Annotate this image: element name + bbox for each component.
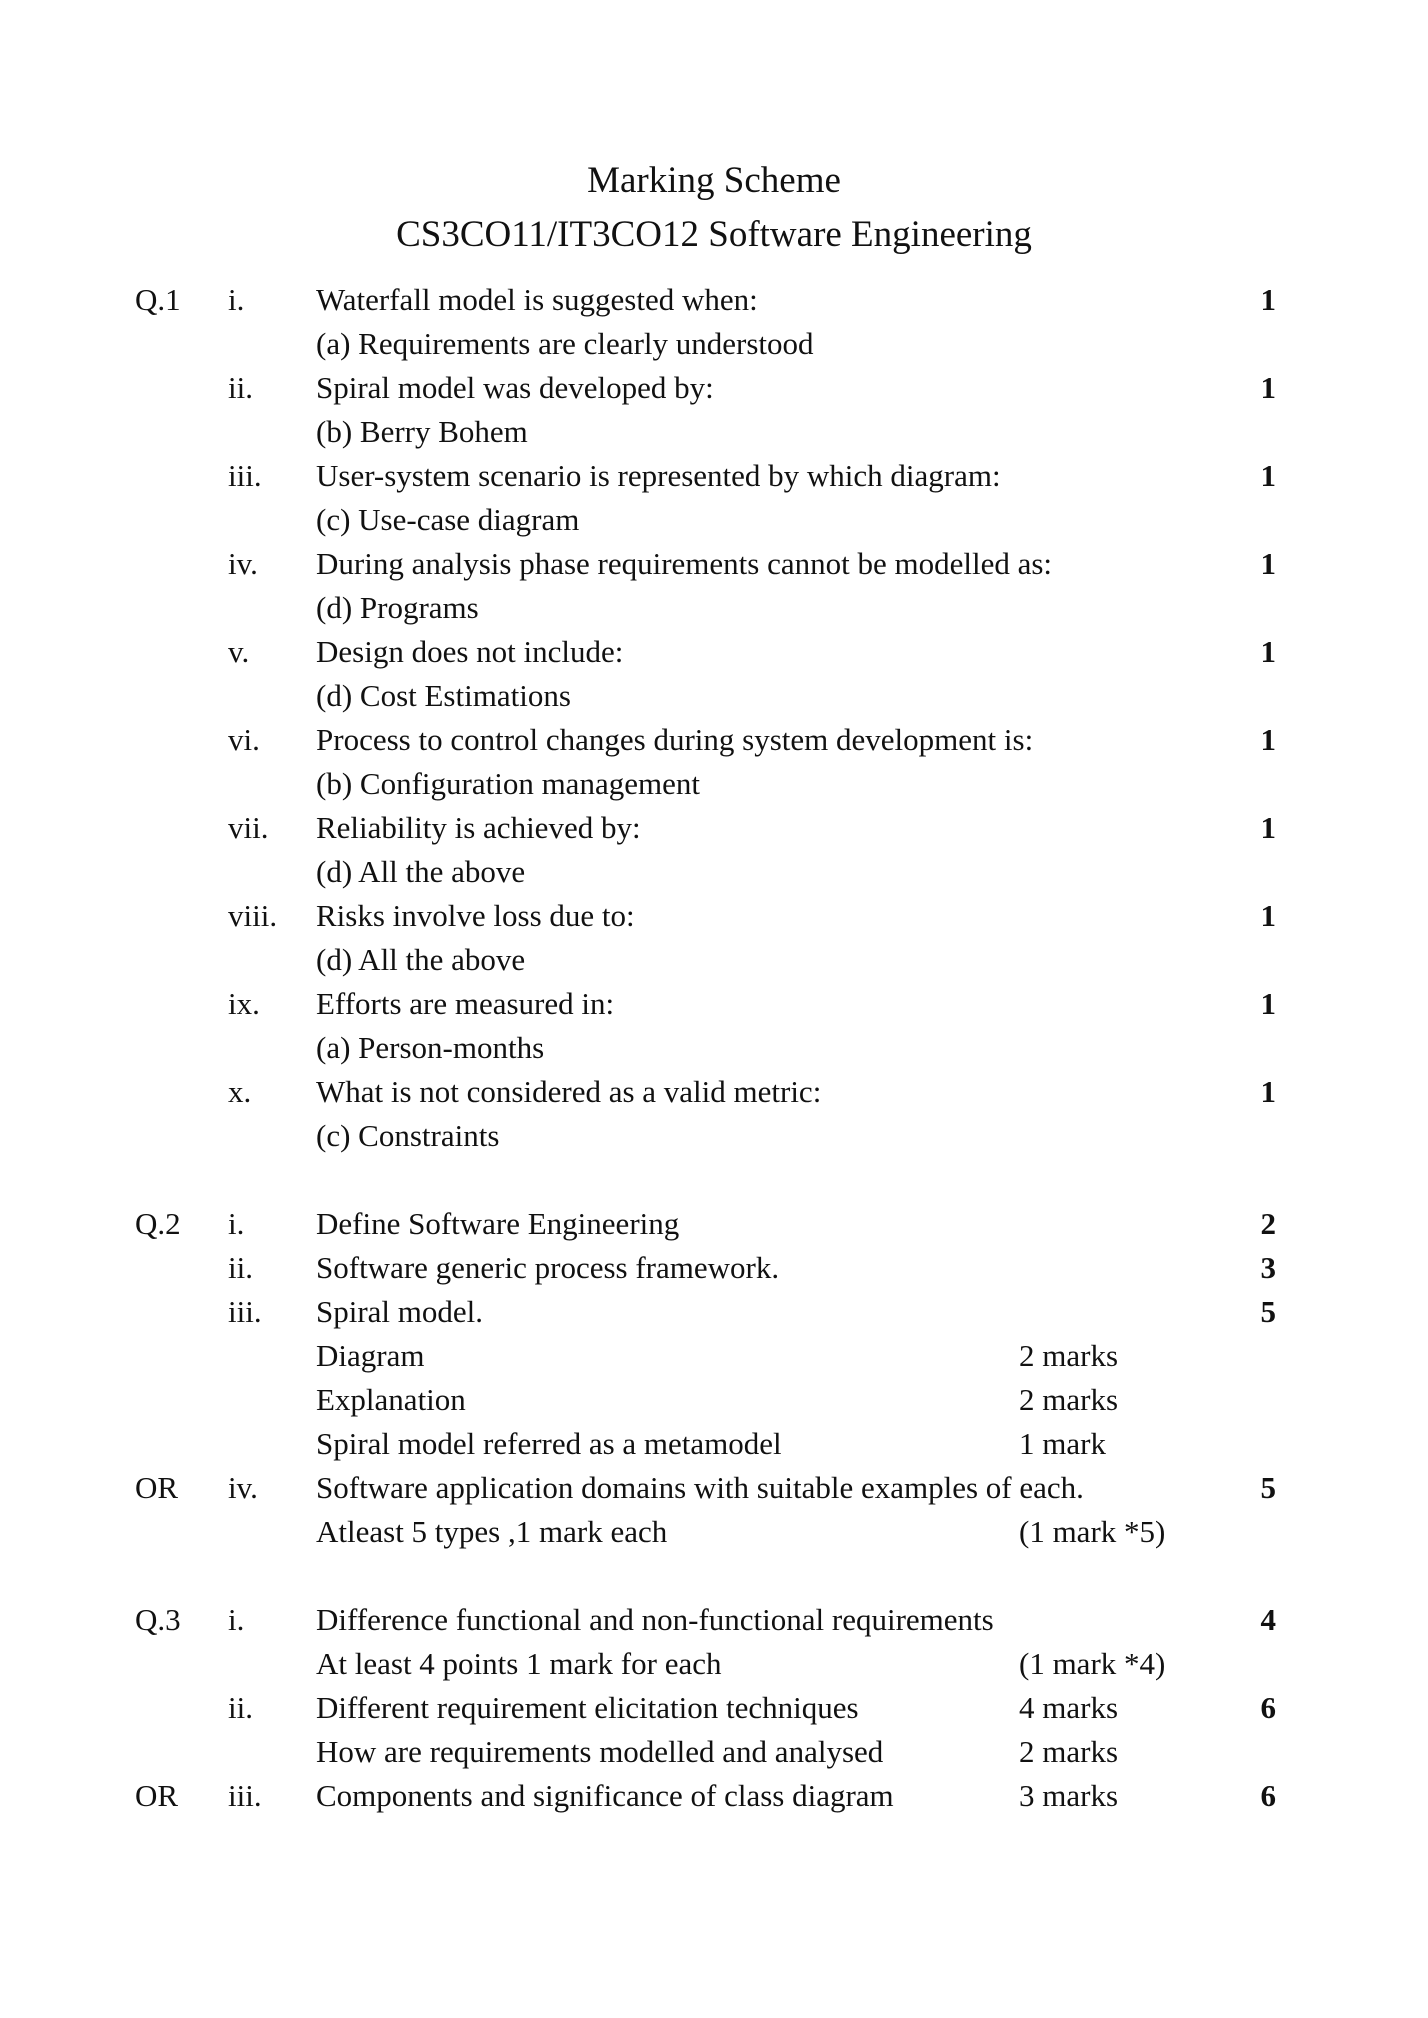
item-sub-marks: 2 marks bbox=[1019, 1734, 1119, 1769]
item-marks: 1 bbox=[1260, 898, 1276, 933]
item-text: (d) All the above bbox=[316, 854, 526, 889]
item-marks: 6 bbox=[1260, 1690, 1276, 1725]
item-numeral: v. bbox=[228, 634, 250, 669]
item-numeral: i. bbox=[228, 282, 245, 317]
table-row bbox=[0, 674, 1428, 718]
table-row bbox=[0, 938, 1428, 982]
table-row bbox=[0, 850, 1428, 894]
table-row bbox=[0, 322, 1428, 366]
table-row bbox=[0, 1422, 1428, 1466]
item-text: (d) Cost Estimations bbox=[316, 678, 571, 713]
item-text: (b) Configuration management bbox=[316, 766, 700, 801]
table-row bbox=[0, 454, 1428, 498]
item-text: Waterfall model is suggested when: bbox=[316, 282, 758, 317]
item-text: Different requirement elicitation techniques bbox=[316, 1690, 859, 1725]
item-marks: 3 bbox=[1260, 1250, 1276, 1285]
item-numeral: x. bbox=[228, 1074, 252, 1109]
table-row bbox=[0, 1774, 1428, 1818]
item-marks: 1 bbox=[1260, 722, 1276, 757]
item-marks: 5 bbox=[1260, 1294, 1276, 1329]
document-title: Marking Scheme bbox=[587, 160, 841, 201]
table-row bbox=[0, 586, 1428, 630]
question-number: Q.2 bbox=[135, 1206, 181, 1241]
item-text: Components and significance of class diagram bbox=[316, 1778, 894, 1813]
table-row bbox=[0, 1686, 1428, 1730]
item-text: (a) Requirements are clearly understood bbox=[316, 326, 814, 361]
table-row bbox=[0, 1642, 1428, 1686]
question-number: Q.3 bbox=[135, 1602, 181, 1637]
item-text: Define Software Engineering bbox=[316, 1206, 680, 1241]
table-row bbox=[0, 762, 1428, 806]
table-row bbox=[0, 1730, 1428, 1774]
item-text: (c) Use-case diagram bbox=[316, 502, 580, 537]
item-sub-marks: (1 mark *4) bbox=[1019, 1646, 1166, 1681]
item-numeral: ix. bbox=[228, 986, 260, 1021]
item-text: Spiral model was developed by: bbox=[316, 370, 714, 405]
table-row bbox=[0, 806, 1428, 850]
item-text: Reliability is achieved by: bbox=[316, 810, 641, 845]
table-row bbox=[0, 1378, 1428, 1422]
table-row bbox=[0, 1290, 1428, 1334]
item-sub-marks: 2 marks bbox=[1019, 1338, 1119, 1373]
item-sub-marks: (1 mark *5) bbox=[1019, 1514, 1166, 1549]
item-numeral: iii. bbox=[228, 1294, 262, 1329]
item-text: Process to control changes during system development is: bbox=[316, 722, 1034, 757]
item-marks: 1 bbox=[1260, 282, 1276, 317]
item-marks: 1 bbox=[1260, 370, 1276, 405]
question-number: OR bbox=[135, 1470, 179, 1505]
item-text: (d) Programs bbox=[316, 590, 479, 625]
table-row bbox=[0, 630, 1428, 674]
table-row bbox=[0, 278, 1428, 322]
item-text: (c) Constraints bbox=[316, 1118, 500, 1153]
item-text: Difference functional and non-functional requirements bbox=[316, 1602, 994, 1637]
item-text: Software application domains with suitable examples of each. bbox=[316, 1470, 1084, 1505]
table-row bbox=[0, 542, 1428, 586]
item-text: Design does not include: bbox=[316, 634, 624, 669]
item-marks: 1 bbox=[1260, 458, 1276, 493]
item-numeral: iii. bbox=[228, 1778, 262, 1813]
table-row bbox=[0, 1334, 1428, 1378]
item-text: Spiral model referred as a metamodel bbox=[316, 1426, 782, 1461]
item-text: Diagram bbox=[316, 1338, 425, 1373]
item-numeral: i. bbox=[228, 1206, 245, 1241]
table-row bbox=[0, 894, 1428, 938]
table-row bbox=[0, 366, 1428, 410]
item-marks: 4 bbox=[1260, 1602, 1276, 1637]
item-sub-marks: 4 marks bbox=[1019, 1690, 1119, 1725]
table-row bbox=[0, 982, 1428, 1026]
question-number: OR bbox=[135, 1778, 179, 1813]
item-marks: 1 bbox=[1260, 1074, 1276, 1109]
item-text: Software generic process framework. bbox=[316, 1250, 780, 1285]
item-marks: 5 bbox=[1260, 1470, 1276, 1505]
item-marks: 1 bbox=[1260, 986, 1276, 1021]
item-text: During analysis phase requirements cannot be modelled as: bbox=[316, 546, 1053, 581]
table-row bbox=[0, 1026, 1428, 1070]
item-text: (a) Person-months bbox=[316, 1030, 545, 1065]
item-text: What is not considered as a valid metric: bbox=[316, 1074, 822, 1109]
item-text: Atleast 5 types ,1 mark each bbox=[316, 1514, 668, 1549]
table-row bbox=[0, 1598, 1428, 1642]
item-numeral: ii. bbox=[228, 370, 253, 405]
item-numeral: iii. bbox=[228, 458, 262, 493]
item-sub-marks: 3 marks bbox=[1019, 1778, 1119, 1813]
item-text: Explanation bbox=[316, 1382, 466, 1417]
item-marks: 1 bbox=[1260, 810, 1276, 845]
item-text: User-system scenario is represented by which diagram: bbox=[316, 458, 1001, 493]
item-marks: 1 bbox=[1260, 634, 1276, 669]
item-text: Risks involve loss due to: bbox=[316, 898, 635, 933]
item-text: Spiral model. bbox=[316, 1294, 484, 1329]
item-numeral: ii. bbox=[228, 1690, 253, 1725]
table-row bbox=[0, 410, 1428, 454]
item-numeral: iv. bbox=[228, 546, 258, 581]
item-marks: 1 bbox=[1260, 546, 1276, 581]
table-row bbox=[0, 498, 1428, 542]
item-text: (b) Berry Bohem bbox=[316, 414, 528, 449]
item-text: (d) All the above bbox=[316, 942, 526, 977]
item-numeral: i. bbox=[228, 1602, 245, 1637]
table-row bbox=[0, 1246, 1428, 1290]
item-marks: 6 bbox=[1260, 1778, 1276, 1813]
item-numeral: vi. bbox=[228, 722, 260, 757]
item-numeral: ii. bbox=[228, 1250, 253, 1285]
table-row bbox=[0, 718, 1428, 762]
item-text: At least 4 points 1 mark for each bbox=[316, 1646, 722, 1681]
item-numeral: iv. bbox=[228, 1470, 258, 1505]
table-row bbox=[0, 1070, 1428, 1114]
item-sub-marks: 1 mark bbox=[1019, 1426, 1106, 1461]
item-text: Efforts are measured in: bbox=[316, 986, 615, 1021]
item-marks: 2 bbox=[1260, 1206, 1276, 1241]
item-sub-marks: 2 marks bbox=[1019, 1382, 1119, 1417]
document-subtitle: CS3CO11/IT3CO12 Software Engineering bbox=[396, 214, 1032, 255]
table-row bbox=[0, 1202, 1428, 1246]
question-number: Q.1 bbox=[135, 282, 181, 317]
table-row bbox=[0, 1466, 1428, 1510]
item-numeral: vii. bbox=[228, 810, 269, 845]
table-row bbox=[0, 1114, 1428, 1158]
item-numeral: viii. bbox=[228, 898, 278, 933]
item-text: How are requirements modelled and analysed bbox=[316, 1734, 884, 1769]
table-row bbox=[0, 1510, 1428, 1554]
